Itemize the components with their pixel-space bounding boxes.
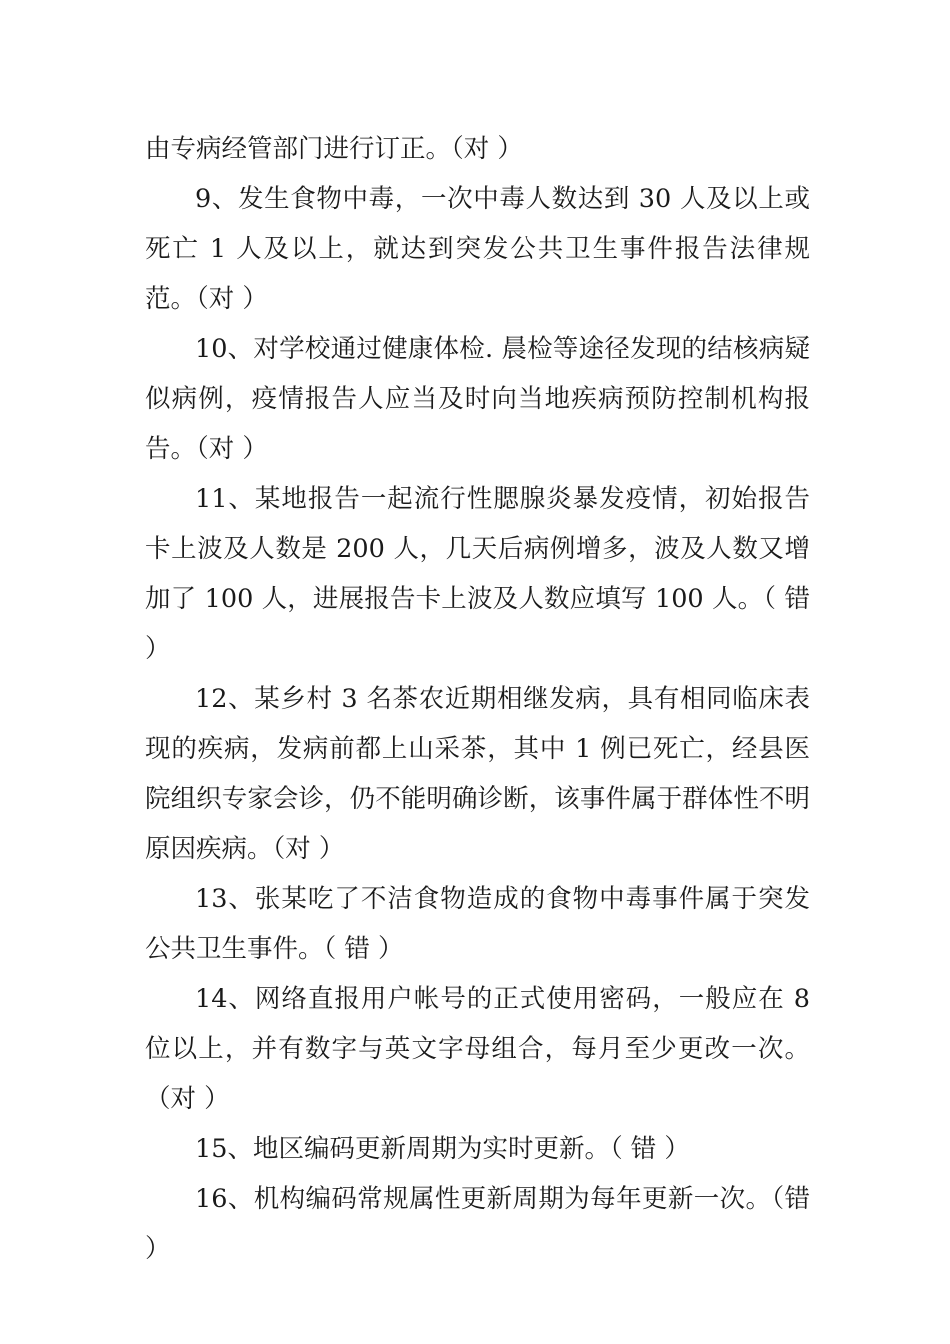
question-10: 10、对学校通过健康体检. 晨检等途径发现的结核病疑似病例，疫情报告人应当及时向当地疾病预防控制机构报告。（对 ）	[145, 334, 810, 464]
question-13: 13、张某吃了不洁食物造成的食物中毒事件属于突发公共卫生事件。（ 错 ）	[145, 884, 810, 964]
question-11: 11、某地报告一起流行性腮腺炎暴发疫情，初始报告卡上波及人数是 200 人，几天后病例增多，波及人数又增加了 100 人，进展报告卡上波及人数应填写 100 人。（ 错 ）	[145, 484, 810, 664]
paragraph-continuation: 由专病经管部门进行订正。（对 ）	[145, 134, 523, 164]
document-page	[145, 124, 810, 1274]
question-15: 15、地区编码更新周期为实时更新。（ 错 ）	[195, 1134, 690, 1164]
question-16: 16、机构编码常规属性更新周期为每年更新一次。（错 ）	[145, 1184, 810, 1264]
question-12: 12、某乡村 3 名茶农近期相继发病，具有相同临床表现的疾病，发病前都上山采茶，其中 1 例已死亡，经县医院组织专家会诊，仍不能明确诊断，该事件属于群体性不明原因疾病。（对 ）	[145, 684, 810, 864]
question-14: 14、网络直报用户帐号的正式使用密码，一般应在 8 位以上，并有数字与英文字母组合，每月至少更改一次。（对 ）	[145, 984, 810, 1114]
question-9: 9、发生食物中毒，一次中毒人数达到 30 人及以上或死亡 1 人及以上，就达到突发公共卫生事件报告法律规范。（对 ）	[145, 184, 810, 314]
